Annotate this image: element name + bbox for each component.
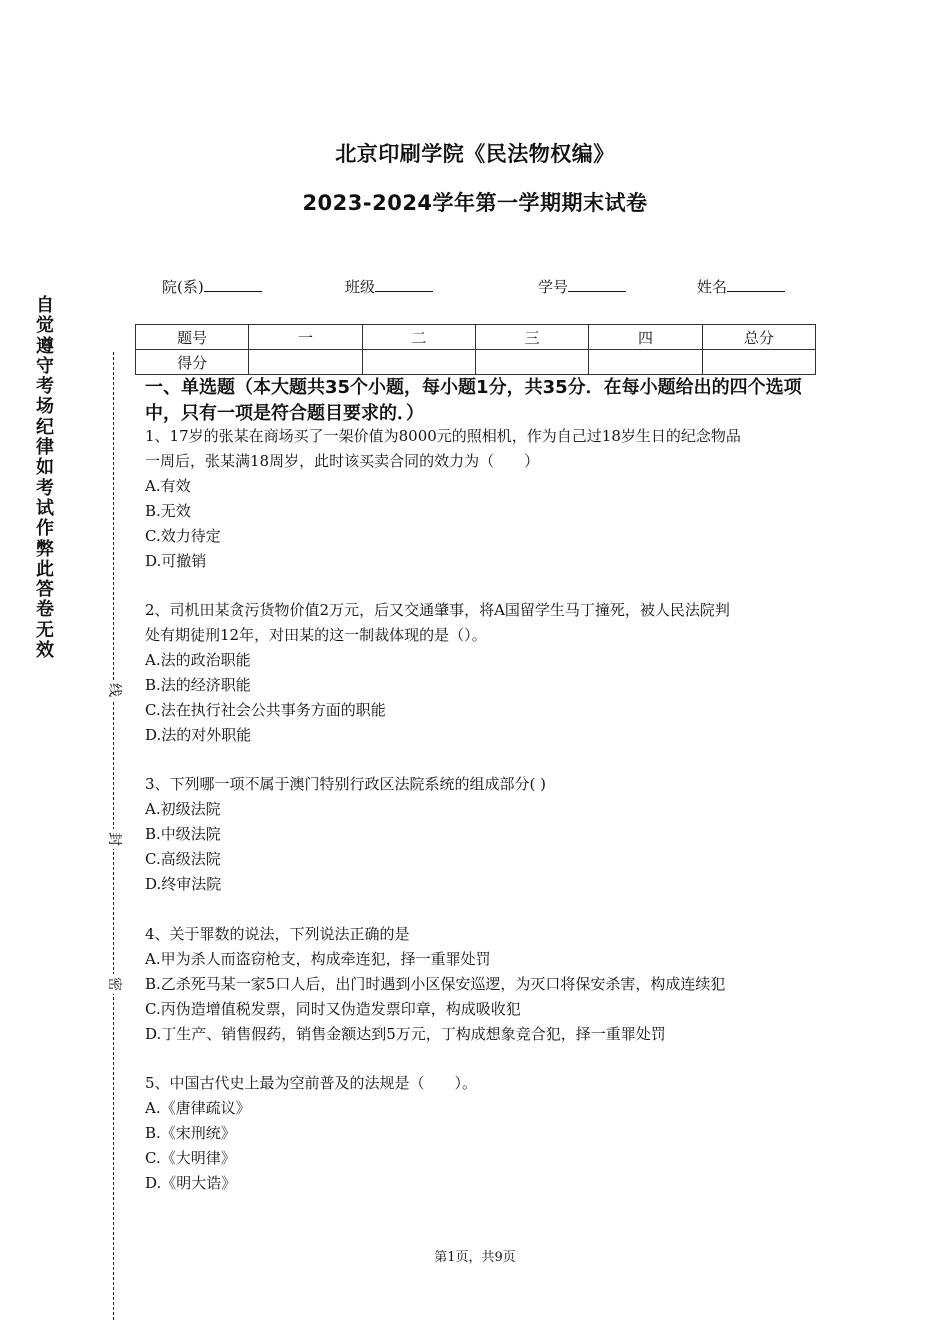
score-entry[interactable] (589, 350, 702, 375)
score-entry[interactable] (362, 350, 475, 375)
score-table (135, 324, 816, 375)
answer-option[interactable]: D.丁生产、销售假药，销售金额达到5万元，丁构成想象竞合犯，择一重罪处罚 (145, 1025, 666, 1043)
answer-option[interactable]: C.高级法院 (145, 850, 221, 868)
student-id-blank[interactable] (568, 276, 626, 292)
score-table-header-row (136, 325, 816, 350)
answer-option[interactable]: B.无效 (145, 502, 191, 520)
question-stem: 一周后，张某满18周岁，此时该买卖合同的效力为（ ） (145, 452, 540, 470)
score-cell: 题号 (136, 325, 249, 350)
answer-option[interactable]: D.《明大诰》 (145, 1174, 237, 1192)
side-warning-char: 作 (36, 518, 54, 540)
score-cell: 得分 (136, 350, 249, 375)
side-warning-char: 考 (36, 376, 54, 398)
answer-option[interactable]: C.丙伪造增值税发票，同时又伪造发票印章，构成吸收犯 (145, 1000, 521, 1018)
dept-field (162, 276, 262, 297)
answer-option[interactable]: A.有效 (145, 477, 191, 495)
answer-option[interactable]: B.中级法院 (145, 825, 221, 843)
side-mark-line: 线 (104, 680, 124, 700)
section-heading: 一、单选题（本大题共35个小题，每小题1分，共35分．在每小题给出的四个选项中，只有一项是符合题目要求的．） (145, 377, 802, 424)
side-warning-char: 如 (36, 457, 54, 479)
score-table-score-row (136, 350, 816, 375)
answer-option[interactable]: B.法的经济职能 (145, 676, 251, 694)
student-id-label: 学号 (538, 278, 569, 296)
dept-blank[interactable] (204, 276, 262, 292)
side-warning-char: 遵 (36, 335, 54, 357)
score-cell: 二 (362, 325, 475, 350)
answer-option[interactable]: A.法的政治职能 (145, 651, 251, 669)
score-cell: 三 (475, 325, 588, 350)
name-field (697, 276, 785, 297)
side-warning-char: 守 (36, 355, 54, 377)
question-stem: 处有期徒刑12年，对田某的这一制裁体现的是（）。 (145, 626, 487, 644)
answer-option[interactable]: C.《大明律》 (145, 1149, 236, 1167)
page-footer: 第1页，共9页 (434, 1250, 516, 1265)
score-cell: 一 (249, 325, 362, 350)
score-cell: 四 (589, 325, 702, 350)
answer-option[interactable]: D.终审法院 (145, 875, 222, 893)
answer-option[interactable]: C.效力待定 (145, 527, 221, 545)
side-warning-char: 试 (36, 497, 54, 519)
side-warning-char: 律 (36, 437, 54, 459)
side-warning-char: 场 (36, 396, 54, 418)
side-warning-char: 纪 (36, 416, 54, 438)
side-warning-char: 此 (36, 558, 54, 580)
question-stem: 1、17岁的张某在商场买了一架价值为8000元的照相机，作为自己过18岁生日的纪念物品 (145, 427, 741, 445)
side-mark-close: 密 (104, 974, 124, 994)
side-warning-char: 觉 (36, 315, 54, 337)
answer-option[interactable]: B.《宋刑统》 (145, 1124, 236, 1142)
student-id-field (538, 276, 626, 297)
answer-option[interactable]: A.甲为杀人而盗窃枪支，构成牵连犯，择一重罪处罚 (145, 950, 491, 968)
side-mark-seal: 封 (104, 829, 124, 849)
side-warning-char: 考 (36, 477, 54, 499)
answer-option[interactable]: B.乙杀死马某一家5口人后，出门时遇到小区保安巡逻，为灭口将保安杀害，构成连续犯 (145, 975, 726, 993)
score-entry[interactable] (249, 350, 362, 375)
question-stem: 3、下列哪一项不属于澳门特别行政区法院系统的组成部分( ) (145, 775, 547, 793)
answer-option[interactable]: A.《唐律疏议》 (145, 1099, 251, 1117)
exam-title-line2: 2023-2024学年第一学期期末试卷 (302, 191, 648, 215)
question-stem: 5、中国古代史上最为空前普及的法规是（ ）。 (145, 1074, 478, 1092)
question-stem: 2、司机田某贪污货物价值2万元，后又交通肇事，将A国留学生马丁撞死，被人民法院判 (145, 601, 730, 619)
class-label: 班级 (345, 278, 376, 296)
question-stem: 4、关于罪数的说法，下列说法正确的是 (145, 925, 410, 943)
answer-option[interactable]: D.法的对外职能 (145, 726, 252, 744)
dept-label: 院(系) (162, 278, 204, 296)
class-blank[interactable] (375, 276, 433, 292)
answer-option[interactable]: A.初级法院 (145, 800, 221, 818)
score-entry[interactable] (702, 350, 815, 375)
score-entry[interactable] (475, 350, 588, 375)
side-warning-char: 卷 (36, 599, 54, 621)
name-label: 姓名 (697, 278, 728, 296)
side-warning-char: 自 (36, 295, 54, 316)
side-warning-text (34, 296, 56, 661)
name-blank[interactable] (727, 276, 785, 292)
side-warning-char: 效 (36, 640, 54, 662)
side-warning-char: 答 (36, 579, 54, 601)
answer-option[interactable]: D.可撤销 (145, 552, 207, 570)
side-warning-char: 无 (36, 619, 54, 641)
exam-title-line1: 北京印刷学院《民法物权编》 (335, 142, 615, 166)
answer-option[interactable]: C.法在执行社会公共事务方面的职能 (145, 701, 386, 719)
side-warning-char: 弊 (36, 538, 54, 560)
class-field (345, 276, 433, 297)
score-cell: 总分 (702, 325, 815, 350)
